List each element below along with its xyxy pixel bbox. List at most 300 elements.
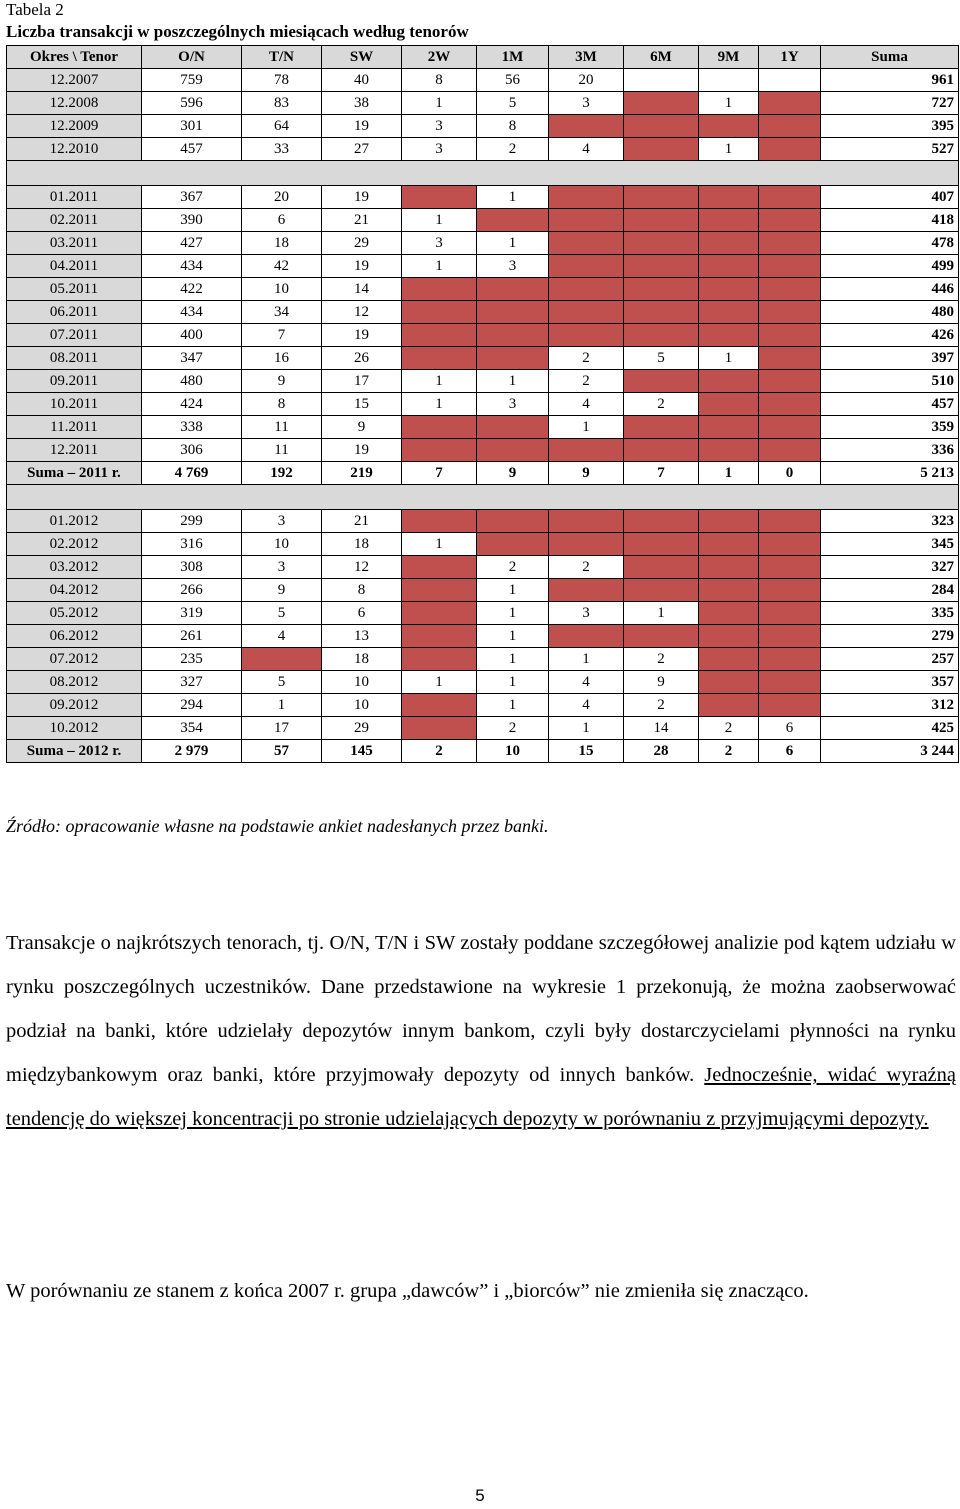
value-cell: 3 — [549, 92, 624, 115]
value-cell: 1 — [477, 671, 549, 694]
highlighted-cell — [699, 439, 759, 462]
table-row — [7, 625, 959, 648]
highlighted-cell — [759, 209, 821, 232]
highlighted-cell — [699, 533, 759, 556]
value-cell: 10 — [322, 671, 402, 694]
table-row — [7, 393, 959, 416]
highlighted-cell — [549, 439, 624, 462]
highlighted-cell — [759, 556, 821, 579]
value-cell: 1 — [699, 347, 759, 370]
value-cell: 4 — [549, 138, 624, 161]
value-cell: 1 — [402, 370, 477, 393]
highlighted-cell — [699, 416, 759, 439]
value-cell: 301 — [142, 115, 242, 138]
value-cell: 316 — [142, 533, 242, 556]
highlighted-cell — [759, 625, 821, 648]
highlighted-cell — [624, 115, 699, 138]
value-cell: 83 — [242, 92, 322, 115]
highlighted-cell — [402, 186, 477, 209]
period-cell: 04.2012 — [7, 579, 142, 602]
highlighted-cell — [699, 510, 759, 533]
highlighted-cell — [549, 115, 624, 138]
column-header: SW — [322, 46, 402, 69]
highlighted-cell — [477, 347, 549, 370]
value-cell: 3 — [477, 255, 549, 278]
value-cell: 18 — [322, 533, 402, 556]
period-cell: 05.2011 — [7, 278, 142, 301]
value-cell: 10 — [322, 694, 402, 717]
highlighted-cell — [759, 648, 821, 671]
highlighted-cell — [402, 510, 477, 533]
value-cell: 19 — [322, 439, 402, 462]
value-cell: 78 — [242, 69, 322, 92]
value-cell: 17 — [322, 370, 402, 393]
value-cell: 2 — [477, 717, 549, 740]
sum-cell: 418 — [821, 209, 959, 232]
value-cell: 266 — [142, 579, 242, 602]
value-cell: 11 — [242, 416, 322, 439]
value-cell: 2 — [549, 556, 624, 579]
value-cell: 261 — [142, 625, 242, 648]
highlighted-cell — [549, 510, 624, 533]
highlighted-cell — [759, 393, 821, 416]
highlighted-cell — [549, 533, 624, 556]
sum-cell: 727 — [821, 92, 959, 115]
value-cell: 10 — [242, 533, 322, 556]
highlighted-cell — [624, 510, 699, 533]
value-cell: 3 — [402, 138, 477, 161]
highlighted-cell — [759, 694, 821, 717]
table-row — [7, 694, 959, 717]
value-cell: 1 — [549, 717, 624, 740]
sum-cell: 527 — [821, 138, 959, 161]
value-cell: 1 — [624, 602, 699, 625]
highlighted-cell — [402, 694, 477, 717]
highlighted-cell — [699, 232, 759, 255]
value-cell: 21 — [322, 510, 402, 533]
table-total-row — [7, 462, 959, 485]
value-cell: 1 — [402, 92, 477, 115]
value-cell: 1 — [402, 393, 477, 416]
period-cell: 01.2011 — [7, 186, 142, 209]
value-cell: 219 — [322, 462, 402, 485]
value-cell: 2 — [699, 717, 759, 740]
value-cell: 27 — [322, 138, 402, 161]
period-cell: 07.2012 — [7, 648, 142, 671]
value-cell: 5 — [242, 671, 322, 694]
value-cell: 338 — [142, 416, 242, 439]
sum-cell: 257 — [821, 648, 959, 671]
value-cell: 2 — [477, 556, 549, 579]
value-cell: 3 — [242, 556, 322, 579]
value-cell: 15 — [322, 393, 402, 416]
value-cell: 8 — [242, 393, 322, 416]
highlighted-cell — [759, 324, 821, 347]
highlighted-cell — [759, 439, 821, 462]
table-spacer-row — [7, 161, 959, 186]
value-cell: 2 — [624, 393, 699, 416]
page-number: 5 — [475, 1486, 485, 1505]
highlighted-cell — [759, 510, 821, 533]
value-cell: 19 — [322, 324, 402, 347]
highlighted-cell — [759, 232, 821, 255]
value-cell: 64 — [242, 115, 322, 138]
highlighted-cell — [402, 648, 477, 671]
highlighted-cell — [624, 556, 699, 579]
highlighted-cell — [759, 255, 821, 278]
period-cell: 12.2011 — [7, 439, 142, 462]
highlighted-cell — [624, 209, 699, 232]
highlighted-cell — [402, 556, 477, 579]
column-header: 9M — [699, 46, 759, 69]
value-cell: 1 — [477, 579, 549, 602]
value-cell: 6 — [759, 740, 821, 763]
value-cell: 15 — [549, 740, 624, 763]
value-cell: 434 — [142, 301, 242, 324]
table-row — [7, 439, 959, 462]
sum-cell: 446 — [821, 278, 959, 301]
sum-cell: 312 — [821, 694, 959, 717]
value-cell: 424 — [142, 393, 242, 416]
sum-cell: 457 — [821, 393, 959, 416]
value-cell: 1 — [242, 694, 322, 717]
highlighted-cell — [477, 510, 549, 533]
highlighted-cell — [624, 370, 699, 393]
highlighted-cell — [759, 92, 821, 115]
value-cell: 367 — [142, 186, 242, 209]
column-header: 2W — [402, 46, 477, 69]
value-cell: 6 — [242, 209, 322, 232]
value-cell: 1 — [402, 671, 477, 694]
column-header: T/N — [242, 46, 322, 69]
value-cell: 14 — [624, 717, 699, 740]
sum-cell: 335 — [821, 602, 959, 625]
value-cell: 19 — [322, 255, 402, 278]
highlighted-cell — [402, 416, 477, 439]
highlighted-cell — [699, 648, 759, 671]
highlighted-cell — [624, 138, 699, 161]
source-note: Źródło: opracowanie własne na podstawie ankiet nadesłanych przez banki. — [6, 816, 549, 836]
value-cell: 14 — [322, 278, 402, 301]
value-cell: 3 — [477, 393, 549, 416]
table-row — [7, 278, 959, 301]
value-cell: 759 — [142, 69, 242, 92]
highlighted-cell — [549, 186, 624, 209]
highlighted-cell — [549, 278, 624, 301]
period-cell: 06.2011 — [7, 301, 142, 324]
sum-cell: 425 — [821, 717, 959, 740]
highlighted-cell — [699, 301, 759, 324]
column-header: 6M — [624, 46, 699, 69]
table-row — [7, 324, 959, 347]
value-cell: 400 — [142, 324, 242, 347]
value-cell: 9 — [549, 462, 624, 485]
value-cell: 7 — [242, 324, 322, 347]
highlighted-cell — [759, 115, 821, 138]
value-cell: 3 — [549, 602, 624, 625]
highlighted-cell — [624, 324, 699, 347]
sum-cell: 961 — [821, 69, 959, 92]
value-cell: 5 — [242, 602, 322, 625]
value-cell: 8 — [477, 115, 549, 138]
highlighted-cell — [699, 209, 759, 232]
value-cell: 19 — [322, 186, 402, 209]
highlighted-cell — [759, 370, 821, 393]
highlighted-cell — [699, 602, 759, 625]
period-cell: 04.2011 — [7, 255, 142, 278]
value-cell: 480 — [142, 370, 242, 393]
paragraph-text: Transakcje o najkrótszych tenorach, tj. O/N, T/N i SW zostały poddane szczegółowej analizie pod kątem udziału w rynku poszczególnych uczestników. Dane przedstawione na wykresie 1 przekonują, że można zaobserwować podział na banki, które udzielały depozytów innym bankom, czyli były dostarczycielami płynności na rynku międzybankowym oraz banki, które przyjmowały depozyty od innych banków. — [6, 932, 956, 1086]
value-cell: 327 — [142, 671, 242, 694]
table-row — [7, 69, 959, 92]
period-cell: 06.2012 — [7, 625, 142, 648]
value-cell: 2 — [549, 347, 624, 370]
highlighted-cell — [699, 370, 759, 393]
table-row — [7, 92, 959, 115]
value-cell: 57 — [242, 740, 322, 763]
period-cell: 12.2008 — [7, 92, 142, 115]
value-cell: 2 — [624, 694, 699, 717]
table-row — [7, 556, 959, 579]
period-cell: 08.2011 — [7, 347, 142, 370]
value-cell: 28 — [624, 740, 699, 763]
table-row — [7, 115, 959, 138]
table-title: Liczba transakcji w poszczególnych miesiącach według tenorów — [6, 22, 469, 41]
underlined-paragraph-text: Jednocześnie, widać wyraźną tendencję do większej koncentracji po stronie udzielających depozyty w porównaniu z przyjmującymi depozyty. — [6, 1064, 956, 1130]
highlighted-cell — [477, 209, 549, 232]
table-row — [7, 347, 959, 370]
highlighted-cell — [699, 115, 759, 138]
highlighted-cell — [477, 324, 549, 347]
value-cell: 1 — [477, 370, 549, 393]
value-cell: 422 — [142, 278, 242, 301]
value-cell: 20 — [242, 186, 322, 209]
value-cell: 2 — [624, 648, 699, 671]
period-cell: 03.2011 — [7, 232, 142, 255]
table-row — [7, 671, 959, 694]
sum-cell: 407 — [821, 186, 959, 209]
value-cell: 0 — [759, 462, 821, 485]
sum-cell: 478 — [821, 232, 959, 255]
value-cell: 9 — [477, 462, 549, 485]
table-row — [7, 648, 959, 671]
sum-cell: 327 — [821, 556, 959, 579]
highlighted-cell — [402, 347, 477, 370]
period-cell: 03.2012 — [7, 556, 142, 579]
highlighted-cell — [402, 301, 477, 324]
highlighted-cell — [242, 648, 322, 671]
value-cell: 354 — [142, 717, 242, 740]
value-cell: 192 — [242, 462, 322, 485]
table-row — [7, 138, 959, 161]
column-header: 1M — [477, 46, 549, 69]
value-cell: 1 — [699, 92, 759, 115]
table-row — [7, 186, 959, 209]
highlighted-cell — [477, 416, 549, 439]
value-cell: 294 — [142, 694, 242, 717]
period-cell: 10.2011 — [7, 393, 142, 416]
value-cell: 26 — [322, 347, 402, 370]
value-cell: 56 — [477, 69, 549, 92]
highlighted-cell — [699, 393, 759, 416]
period-cell: Suma – 2011 r. — [7, 462, 142, 485]
value-cell: 6 — [322, 602, 402, 625]
value-cell: 3 — [242, 510, 322, 533]
value-cell: 7 — [624, 462, 699, 485]
highlighted-cell — [402, 324, 477, 347]
highlighted-cell — [549, 255, 624, 278]
value-cell: 1 — [477, 648, 549, 671]
highlighted-cell — [699, 278, 759, 301]
period-cell: 12.2010 — [7, 138, 142, 161]
value-cell: 306 — [142, 439, 242, 462]
value-cell: 6 — [759, 717, 821, 740]
value-cell: 8 — [322, 579, 402, 602]
period-cell: 07.2011 — [7, 324, 142, 347]
table-row — [7, 416, 959, 439]
value-cell: 42 — [242, 255, 322, 278]
value-cell: 319 — [142, 602, 242, 625]
highlighted-cell — [699, 324, 759, 347]
highlighted-cell — [624, 439, 699, 462]
value-cell: 7 — [402, 462, 477, 485]
value-cell: 38 — [322, 92, 402, 115]
value-cell: 1 — [549, 416, 624, 439]
value-cell: 1 — [477, 602, 549, 625]
value-cell: 18 — [242, 232, 322, 255]
highlighted-cell — [624, 92, 699, 115]
value-cell: 1 — [477, 186, 549, 209]
highlighted-cell — [699, 671, 759, 694]
table-row — [7, 232, 959, 255]
value-cell: 16 — [242, 347, 322, 370]
table-row — [7, 370, 959, 393]
table-total-row — [7, 740, 959, 763]
table-row — [7, 579, 959, 602]
value-cell: 3 — [402, 115, 477, 138]
value-cell: 5 — [477, 92, 549, 115]
period-cell: 12.2007 — [7, 69, 142, 92]
sum-cell: 336 — [821, 439, 959, 462]
value-cell: 596 — [142, 92, 242, 115]
highlighted-cell — [477, 278, 549, 301]
period-cell: 12.2009 — [7, 115, 142, 138]
value-cell: 34 — [242, 301, 322, 324]
value-cell: 33 — [242, 138, 322, 161]
value-cell: 1 — [477, 232, 549, 255]
sum-cell: 284 — [821, 579, 959, 602]
value-cell: 9 — [242, 370, 322, 393]
highlighted-cell — [477, 301, 549, 324]
table-spacer-row — [7, 485, 959, 510]
sum-cell: 510 — [821, 370, 959, 393]
sum-cell: 323 — [821, 510, 959, 533]
value-cell: 2 — [549, 370, 624, 393]
column-header: Suma — [821, 46, 959, 69]
value-cell: 29 — [322, 717, 402, 740]
sum-cell: 480 — [821, 301, 959, 324]
highlighted-cell — [759, 186, 821, 209]
value-cell: 2 — [402, 740, 477, 763]
sum-cell: 279 — [821, 625, 959, 648]
value-cell: 390 — [142, 209, 242, 232]
period-cell: 10.2012 — [7, 717, 142, 740]
sum-cell: 357 — [821, 671, 959, 694]
value-cell: 308 — [142, 556, 242, 579]
value-cell: 427 — [142, 232, 242, 255]
value-cell: 1 — [549, 648, 624, 671]
value-cell: 3 — [402, 232, 477, 255]
value-cell: 9 — [624, 671, 699, 694]
value-cell: 40 — [322, 69, 402, 92]
value-cell: 12 — [322, 556, 402, 579]
table-row — [7, 602, 959, 625]
value-cell: 17 — [242, 717, 322, 740]
highlighted-cell — [759, 278, 821, 301]
value-cell: 2 — [699, 740, 759, 763]
body-paragraph-2: W porównaniu ze stanem z końca 2007 r. grupa „dawców” i „biorców” nie zmieniła się znacząco. — [6, 1280, 809, 1302]
highlighted-cell — [402, 602, 477, 625]
highlighted-cell — [759, 301, 821, 324]
column-header: 1Y — [759, 46, 821, 69]
period-cell: 08.2012 — [7, 671, 142, 694]
period-cell: 11.2011 — [7, 416, 142, 439]
value-cell: 4 — [549, 671, 624, 694]
value-cell: 29 — [322, 232, 402, 255]
highlighted-cell — [402, 439, 477, 462]
value-cell: 457 — [142, 138, 242, 161]
period-cell: 02.2012 — [7, 533, 142, 556]
value-cell: 347 — [142, 347, 242, 370]
highlighted-cell — [477, 533, 549, 556]
highlighted-cell — [759, 579, 821, 602]
table-row — [7, 301, 959, 324]
highlighted-cell — [549, 301, 624, 324]
table-row — [7, 209, 959, 232]
highlighted-cell — [699, 255, 759, 278]
value-cell: 4 — [242, 625, 322, 648]
column-header: Okres \ Tenor — [7, 46, 142, 69]
value-cell: 11 — [242, 439, 322, 462]
sum-cell: 3 244 — [821, 740, 959, 763]
period-cell: 01.2012 — [7, 510, 142, 533]
highlighted-cell — [624, 278, 699, 301]
highlighted-cell — [759, 416, 821, 439]
value-cell: 18 — [322, 648, 402, 671]
highlighted-cell — [402, 717, 477, 740]
value-cell: 21 — [322, 209, 402, 232]
spacer-cell — [7, 161, 959, 186]
table-row — [7, 255, 959, 278]
highlighted-cell — [402, 579, 477, 602]
transactions-table — [6, 45, 959, 763]
highlighted-cell — [549, 579, 624, 602]
highlighted-cell — [759, 138, 821, 161]
highlighted-cell — [624, 625, 699, 648]
table-header-row — [7, 46, 959, 69]
highlighted-cell — [402, 625, 477, 648]
value-cell: 2 — [477, 138, 549, 161]
table-row — [7, 510, 959, 533]
value-cell: 1 — [699, 138, 759, 161]
value-cell — [624, 69, 699, 92]
table-row — [7, 533, 959, 556]
highlighted-cell — [699, 579, 759, 602]
highlighted-cell — [699, 186, 759, 209]
value-cell: 1 — [477, 625, 549, 648]
sum-cell: 5 213 — [821, 462, 959, 485]
value-cell: 4 — [549, 694, 624, 717]
